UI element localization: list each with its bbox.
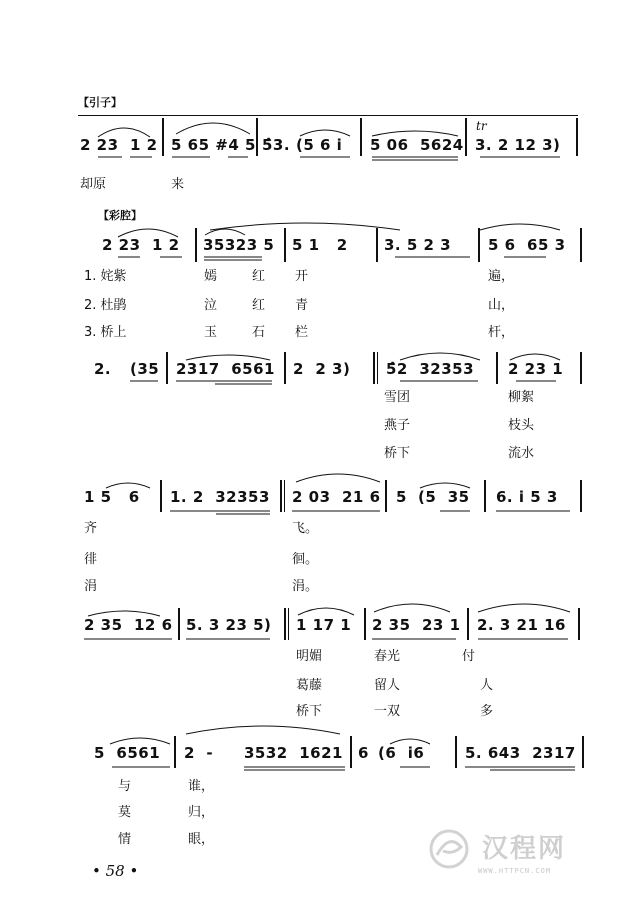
lyric: 山，: [488, 298, 515, 313]
lyric: 嫣: [204, 269, 218, 284]
measure-notes: 1 5 6: [84, 488, 140, 506]
lyric: 飞。: [292, 521, 319, 536]
lyric: 莫: [118, 805, 132, 820]
bar-line: [455, 736, 457, 768]
measure-notes: (5 6 i: [296, 136, 343, 154]
bar-line: [582, 736, 584, 768]
lyric: 留人: [374, 678, 401, 693]
bar-line: [576, 118, 578, 156]
lyric: 青: [295, 298, 309, 313]
measure-notes: 5̂3.: [262, 136, 291, 154]
measure-notes: 5 6561: [94, 744, 161, 762]
lyric: 徊。: [292, 552, 319, 567]
slur: [480, 224, 560, 230]
slur: [400, 353, 480, 360]
lyric: 付: [462, 649, 476, 664]
measure-notes: (6 i6: [378, 744, 425, 762]
lyric: 齐: [84, 521, 98, 536]
page-number: • 58 •: [92, 862, 139, 880]
lyric: 葛藤: [296, 678, 323, 693]
watermark-url: WWW.HTTPCN.COM: [478, 867, 552, 875]
measure-notes: 2 2 3): [293, 360, 351, 378]
bar-line: [478, 228, 480, 262]
bar-line: [578, 608, 580, 640]
lyric: 春光: [374, 649, 401, 664]
slur: [186, 726, 340, 734]
bar-line: [484, 480, 486, 512]
measure-notes: 5 06 5624: [370, 136, 464, 154]
measure-notes: 2 23 1: [508, 360, 564, 378]
measure-notes: 2 03 21 6: [292, 488, 381, 506]
slur: [210, 223, 400, 230]
bar-line: [162, 118, 164, 156]
lyric: 2. 杜鹃: [84, 298, 127, 313]
double-bar-line: [377, 352, 378, 384]
bar-line: [580, 480, 582, 512]
lyric: 人: [480, 678, 494, 693]
measure-notes: 6. i 5 3: [496, 488, 558, 506]
measure-notes: 1. 2 32353: [170, 488, 270, 506]
bar-line: [376, 228, 378, 262]
lyric: 流水: [508, 446, 535, 461]
slur: [298, 608, 354, 615]
measure-notes: 3. 5 2 3: [384, 236, 452, 254]
lyric: 来: [171, 177, 185, 192]
lyric: 杆，: [488, 325, 515, 340]
measure-notes: 5̂2 32353: [386, 360, 475, 378]
measure-notes: 6: [358, 744, 369, 762]
bar-line: [385, 480, 387, 512]
lyric: 1. 姹紫: [84, 269, 127, 284]
lyric: 玉: [204, 325, 218, 340]
lyric: 栏: [295, 325, 309, 340]
staff-top-line: [78, 115, 578, 116]
bar-line: [373, 352, 375, 384]
lyric: 涓: [84, 579, 98, 594]
lyric: 红: [252, 298, 266, 313]
bar-line: [364, 608, 366, 640]
bar-line: [284, 352, 286, 384]
bar-line: [280, 480, 282, 512]
slur: [478, 604, 570, 612]
lyric: 一双: [374, 704, 401, 719]
slur: [296, 474, 380, 482]
measure-notes: 5 1 2: [292, 236, 348, 254]
bar-line: [256, 118, 258, 156]
lyric: 3. 桥上: [84, 325, 127, 340]
bar-line: [160, 480, 162, 512]
measure-notes: (35: [130, 360, 160, 378]
bar-line: [496, 352, 498, 384]
bar-line: [360, 118, 362, 156]
double-bar-line: [288, 608, 289, 640]
bar-line: [350, 736, 352, 768]
measure-notes: 2 23 1 2: [102, 236, 180, 254]
measure-notes: 3. 2 12 3): [475, 136, 561, 154]
measure-notes: 5: [396, 488, 407, 506]
lyric: 情: [118, 832, 132, 847]
measure-notes: 35323 5: [203, 236, 275, 254]
lyric: 桥下: [296, 704, 323, 719]
bar-line: [580, 228, 582, 262]
lyric: 谁，: [188, 779, 215, 794]
bar-line: [467, 608, 469, 640]
lyric: 红: [252, 269, 266, 284]
measure-notes: 2317 6561: [176, 360, 275, 378]
lyric: 徘: [84, 552, 98, 567]
measure-notes: 5. 3 23 5): [186, 616, 272, 634]
lyric: 归，: [188, 805, 215, 820]
bar-line: [174, 736, 176, 768]
bar-line: [284, 608, 286, 640]
measure-notes: 2. 3 21 16: [477, 616, 566, 634]
lyric: 却原: [80, 177, 107, 192]
measure-notes: 3532 1621: [244, 744, 343, 762]
lyric: 雪团: [384, 390, 411, 405]
bar-line: [166, 352, 168, 384]
lyric: 燕子: [384, 418, 411, 433]
bar-line: [195, 228, 197, 262]
lyric: 多: [480, 704, 494, 719]
lyric: 遍，: [488, 269, 515, 284]
measure-notes: 5. 643 2317: [465, 744, 576, 762]
lyric: 眼，: [188, 832, 215, 847]
measure-notes: 1 17 1: [296, 616, 352, 634]
measure-notes: 2 35 12 6: [84, 616, 173, 634]
bar-line: [284, 228, 286, 262]
measure-notes: 5 6 65 3: [488, 236, 566, 254]
measure-notes: 2 35 23 1: [372, 616, 461, 634]
measure-notes: 2.: [94, 360, 112, 378]
measure-notes: 2 -: [184, 744, 214, 762]
watermark-text: 汉程网: [482, 834, 567, 864]
slur: [374, 604, 450, 612]
bar-line: [465, 118, 467, 156]
trill-mark: tr: [476, 119, 487, 133]
lyric: 桥下: [384, 446, 411, 461]
lyric: 明媚: [296, 649, 323, 664]
lyric: 涓。: [292, 579, 319, 594]
measure-notes: 2 23 1 2: [80, 136, 158, 154]
lyric: 柳絮: [508, 390, 535, 405]
lyric: 石: [252, 325, 266, 340]
lyric: 泣: [204, 298, 218, 313]
measure-notes: 5 65 #4 5: [171, 136, 256, 154]
section-label-intro: 【引子】: [78, 96, 122, 109]
bar-line: [178, 608, 180, 640]
bar-line: [580, 352, 582, 384]
watermark-logo-icon: [425, 825, 473, 873]
lyric: 枝头: [508, 418, 535, 433]
measure-notes: (5 35: [418, 488, 470, 506]
double-bar-line: [284, 480, 285, 512]
slur: [176, 123, 250, 134]
lyric: 与: [118, 779, 132, 794]
lyric: 开: [295, 269, 309, 284]
section-label-caiqiang: 【彩腔】: [98, 209, 142, 222]
